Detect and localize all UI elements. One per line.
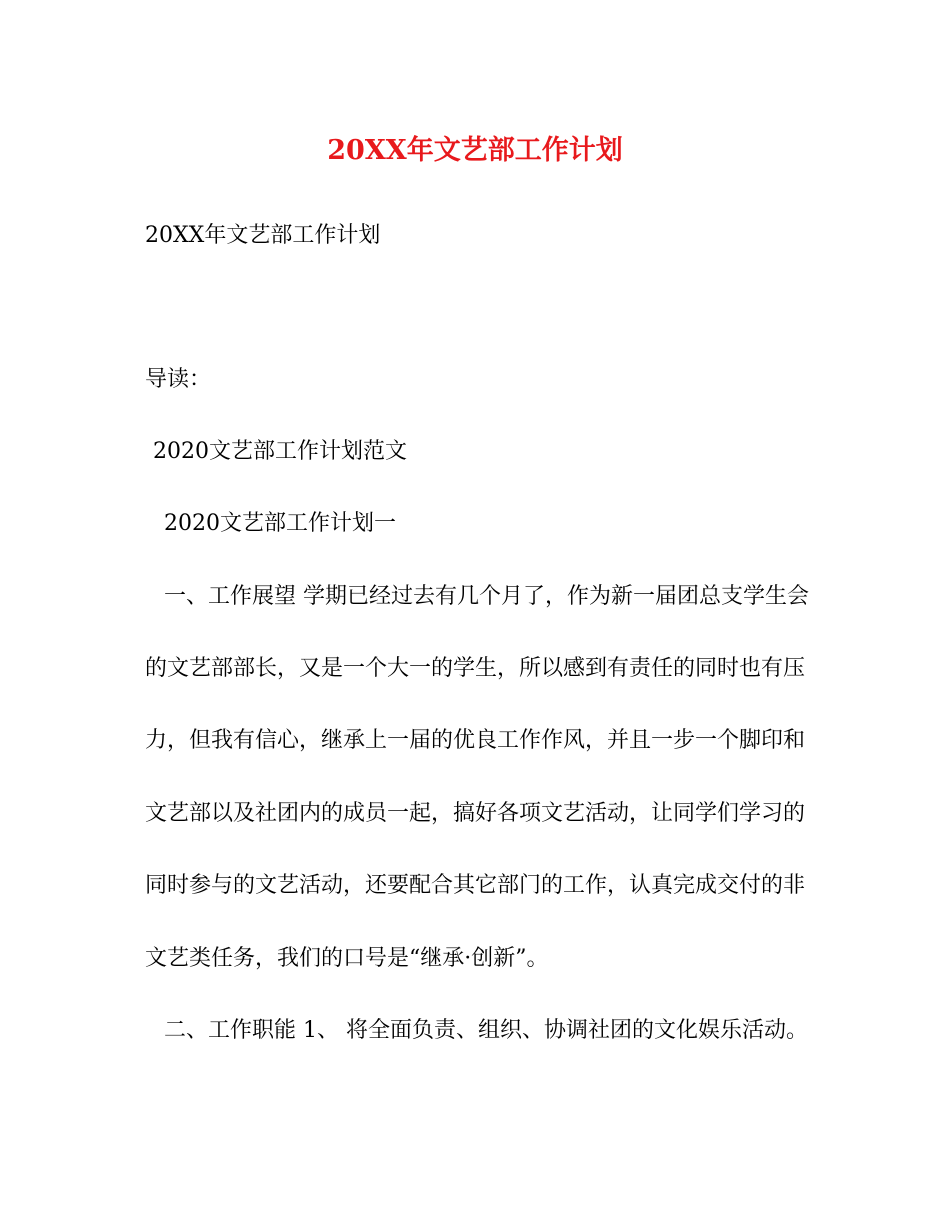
paragraph-line: 一、工作展望 学期已经过去有几个月了，作为新一届团总支学生会 [164,584,809,609]
paragraph-line: 文艺部以及社团内的成员一起，搞好各项文艺活动，让同学们学习的 [145,801,806,826]
paragraph-line: 文艺类任务，我们的口号是“继承·创新”。 [145,946,549,971]
article-heading: 2020文艺部工作计划范文 [153,439,407,464]
paragraph-line: 二、工作职能 1、 将全面负责、组织、协调社团的文化娱乐活动。 [164,1018,808,1043]
document-title: 20XX年文艺部工作计划 [327,135,623,166]
intro-label: 导读： [145,367,212,392]
paragraph-line: 力，但我有信心，继承上一届的优良工作作风，并且一步一个脚印和 [145,728,806,753]
paragraph-line: 的文艺部部长，又是一个大一的学生，所以感到有责任的同时也有压 [145,656,806,681]
document-subtitle: 20XX年文艺部工作计划 [145,223,381,248]
section-heading: 2020文艺部工作计划一 [164,511,396,536]
paragraph-line: 同时参与的文艺活动，还要配合其它部门的工作，认真完成交付的非 [145,873,806,898]
